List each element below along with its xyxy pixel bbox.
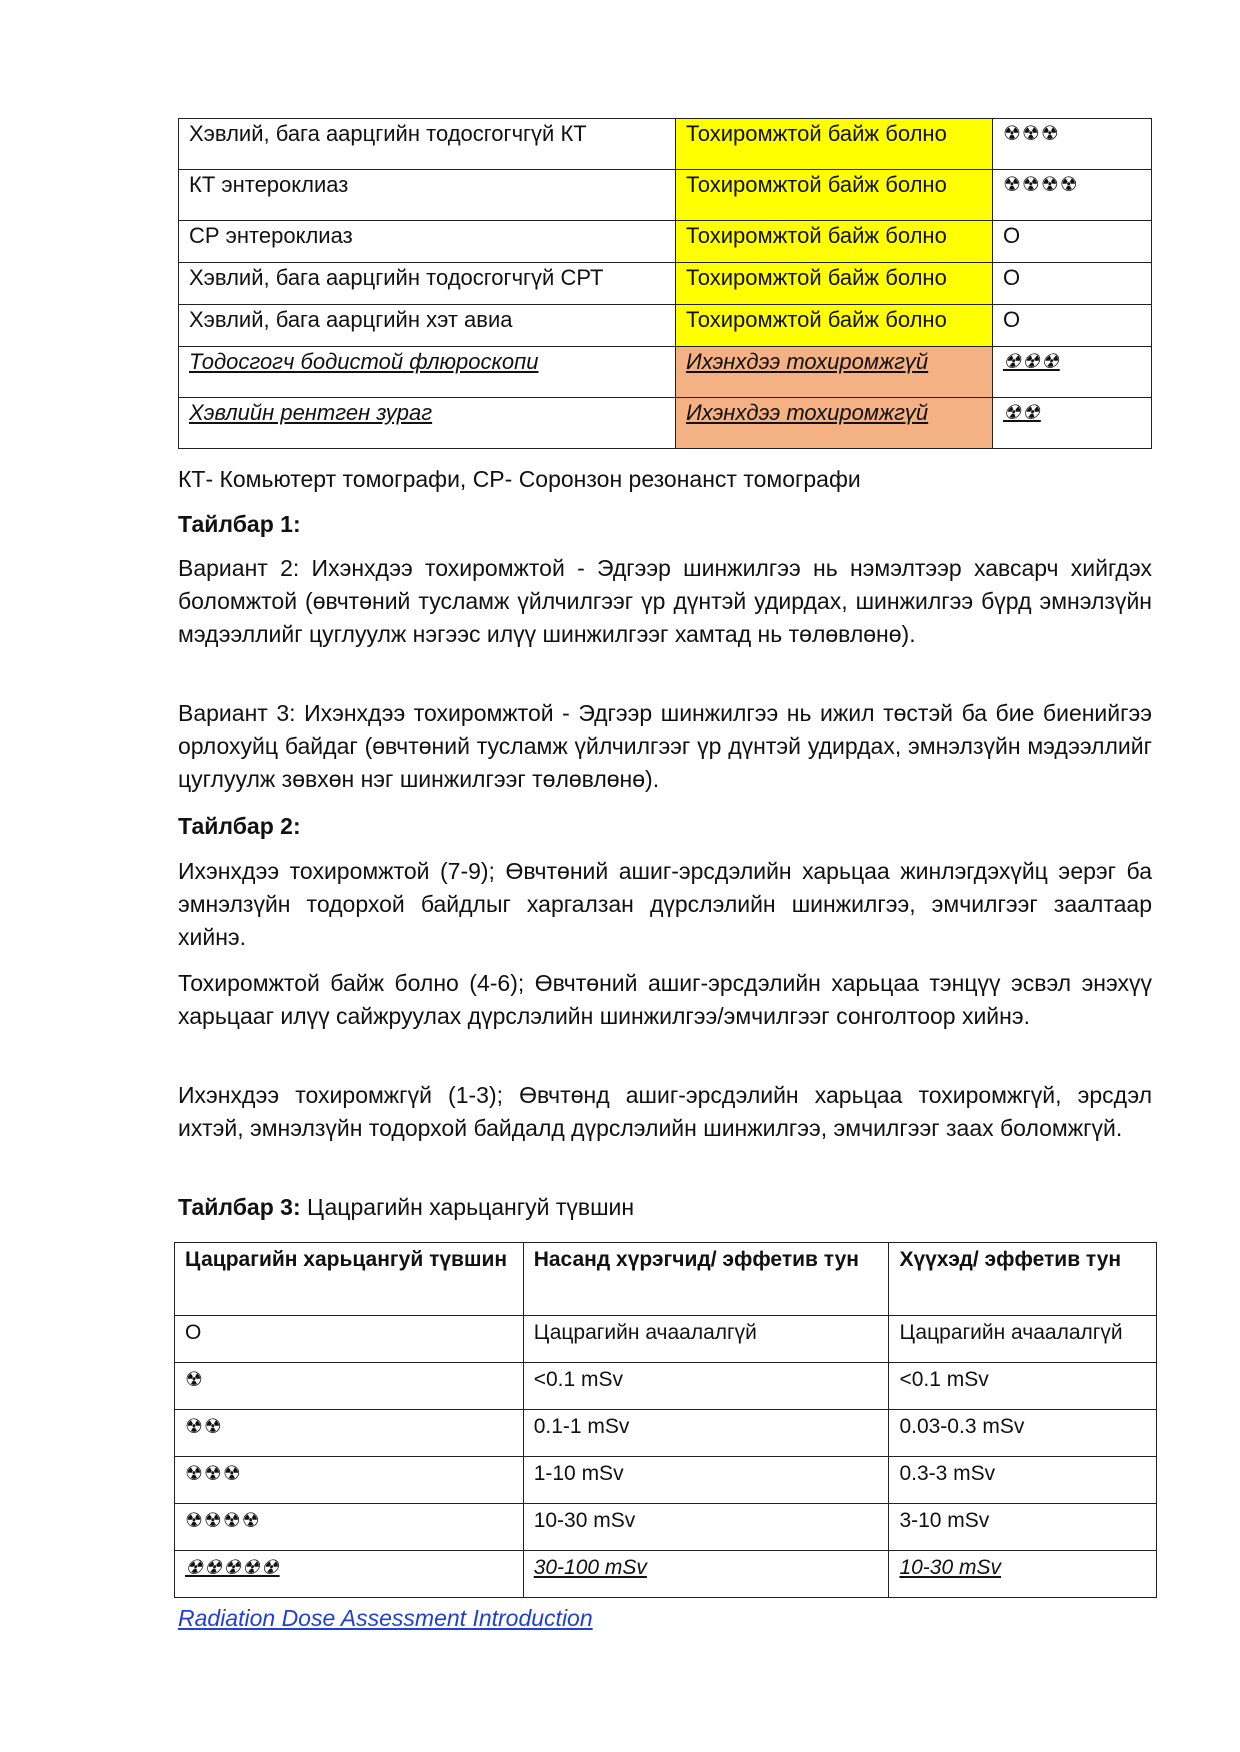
level-cell: ☢☢☢☢ — [175, 1504, 524, 1551]
note1-paragraph: Вариант 3: Ихэнхдээ тохиромжтой - Эдгээр шинжилгээ нь ижил төстэй ба бие биенийгээ орлохуйц байдаг (өвчтөний тусламж үйлчилгээг үр дүнтэй удирдах, эмнэлзүйн мэдээллийг цуглуулж зөвхөн нэг шинжилгээг төлөвлөнө). — [178, 700, 1152, 792]
dose-cell: ☢☢ — [993, 398, 1152, 449]
table-row — [179, 347, 1152, 398]
child-dose-cell: Цацрагийн ачаалалгүй — [889, 1316, 1157, 1363]
level-cell: ☢☢☢ — [175, 1457, 524, 1504]
exam-cell: Хэвлий, бага аарцгийн хэт авиа — [179, 305, 676, 347]
rating-cell: Ихэнхдээ тохиромжгүй — [676, 347, 993, 398]
dose-cell: ☢☢☢☢ — [993, 170, 1152, 221]
column-header: Насанд хүрэгчид/ эффетив тун — [523, 1243, 889, 1316]
rating-cell: Ихэнхдээ тохиромжгүй — [676, 398, 993, 449]
note2-paragraph: Тохиромжтой байж болно (4-6); Өвчтөний ашиг-эрсдэлийн харьцаа тэнцүү эсвэл энэхүү харьцааг илүү сайжруулах дүрслэлийн шинжилгээ/эмчилгээг сонголтоор хийнэ. — [178, 970, 1152, 1029]
table-row — [179, 263, 1152, 305]
child-dose-cell: 0.3-3 mSv — [889, 1457, 1157, 1504]
level-cell: ☢☢☢☢☢ — [175, 1551, 524, 1598]
rating-cell: Тохиромжтой байж болно — [676, 170, 993, 221]
table-row — [179, 221, 1152, 263]
note3-line — [178, 1191, 1152, 1224]
dose-cell: O — [993, 221, 1152, 263]
dose-cell: ☢☢☢ — [993, 347, 1152, 398]
adult-dose-cell: 1-10 mSv — [523, 1457, 889, 1504]
column-header: Цацрагийн харьцангуй түвшин — [175, 1243, 524, 1316]
radiation-dose-link[interactable]: Radiation Dose Assessment Introduction — [178, 1605, 593, 1631]
rating-cell: Тохиромжтой байж болно — [676, 119, 993, 170]
adult-dose-cell: Цацрагийн ачаалалгүй — [523, 1316, 889, 1363]
rating-cell: Тохиромжтой байж болно — [676, 305, 993, 347]
appropriateness-table — [178, 118, 1152, 449]
radiation-level-table — [174, 1242, 1157, 1598]
child-dose-cell: 0.03-0.3 mSv — [889, 1410, 1157, 1457]
adult-dose-cell: 0.1-1 mSv — [523, 1410, 889, 1457]
table-row — [179, 170, 1152, 221]
level-cell: O — [175, 1316, 524, 1363]
abbreviation-note: КТ- Комьютерт томографи, СР- Соронзон резонанст томографи — [178, 466, 861, 492]
rating-cell: Тохиромжтой байж болно — [676, 221, 993, 263]
note3-title: Цацрагийн харьцангуй түвшин — [300, 1194, 635, 1220]
exam-cell: СР энтероклиаз — [179, 221, 676, 263]
rating-cell: Тохиромжтой байж болно — [676, 263, 993, 305]
table-row — [179, 305, 1152, 347]
dose-cell: O — [993, 305, 1152, 347]
note1-paragraph: Вариант 2: Ихэнхдээ тохиромжтой - Эдгээр шинжилгээ нь нэмэлтээр хавсарч хийгдэх боломжтой (өвчтөний тусламж үйлчилгээг үр дүнтэй удирдах, шинжилгээ бүрд эмнэлзүйн мэдээллийг цуглуулж нэгээс илүү шинжилгээг хамтад нь төлөвлөнө). — [178, 555, 1152, 647]
child-dose-cell: 3-10 mSv — [889, 1504, 1157, 1551]
level-cell: ☢ — [175, 1363, 524, 1410]
child-dose-cell: <0.1 mSv — [889, 1363, 1157, 1410]
note2-paragraph: Ихэнхдээ тохиромжгүй (1-3); Өвчтөнд ашиг-эрсдэлийн харьцаа тохиромжгүй, эрсдэл ихтэй, эмнэлзүйн тодорхой байдалд дүрслэлийн шинжилгээ, эмчилгээг заах боломжгүй. — [178, 1082, 1152, 1141]
table-row — [175, 1504, 1157, 1551]
column-header: Хүүхэд/ эффетив тун — [889, 1243, 1157, 1316]
child-dose-cell: 10-30 mSv — [889, 1551, 1157, 1598]
note1-heading: Тайлбар 1: — [178, 511, 301, 537]
exam-cell: Тодосгогч бодистой флюроскопи — [179, 347, 676, 398]
note2-paragraph: Ихэнхдээ тохиромжтой (7-9); Өвчтөний ашиг-эрсдэлийн харьцаа жинлэгдэхүйц эерэг ба эмнэлзүйн тодорхой байдлыг харгалзан дүрслэлийн шинжилгээ, эмчилгээг заалтаар хийнэ. — [178, 858, 1152, 950]
table-row — [179, 398, 1152, 449]
adult-dose-cell: 10-30 mSv — [523, 1504, 889, 1551]
adult-dose-cell: 30-100 mSv — [523, 1551, 889, 1598]
exam-cell: Хэвлийн рентген зураг — [179, 398, 676, 449]
dose-cell: ☢☢☢ — [993, 119, 1152, 170]
table-row — [179, 119, 1152, 170]
table-row — [175, 1551, 1157, 1598]
level-cell: ☢☢ — [175, 1410, 524, 1457]
table-row — [175, 1363, 1157, 1410]
table-row — [175, 1457, 1157, 1504]
table-row — [175, 1410, 1157, 1457]
dose-cell: O — [993, 263, 1152, 305]
note2-heading: Тайлбар 2: — [178, 813, 301, 839]
exam-cell: Хэвлий, бага аарцгийн тодосгогчгүй КТ — [179, 119, 676, 170]
note3-heading: Тайлбар 3: — [178, 1194, 301, 1220]
exam-cell: КТ энтероклиаз — [179, 170, 676, 221]
table-header-row — [175, 1243, 1157, 1316]
table-row — [175, 1316, 1157, 1363]
exam-cell: Хэвлий, бага аарцгийн тодосгогчгүй СРТ — [179, 263, 676, 305]
adult-dose-cell: <0.1 mSv — [523, 1363, 889, 1410]
